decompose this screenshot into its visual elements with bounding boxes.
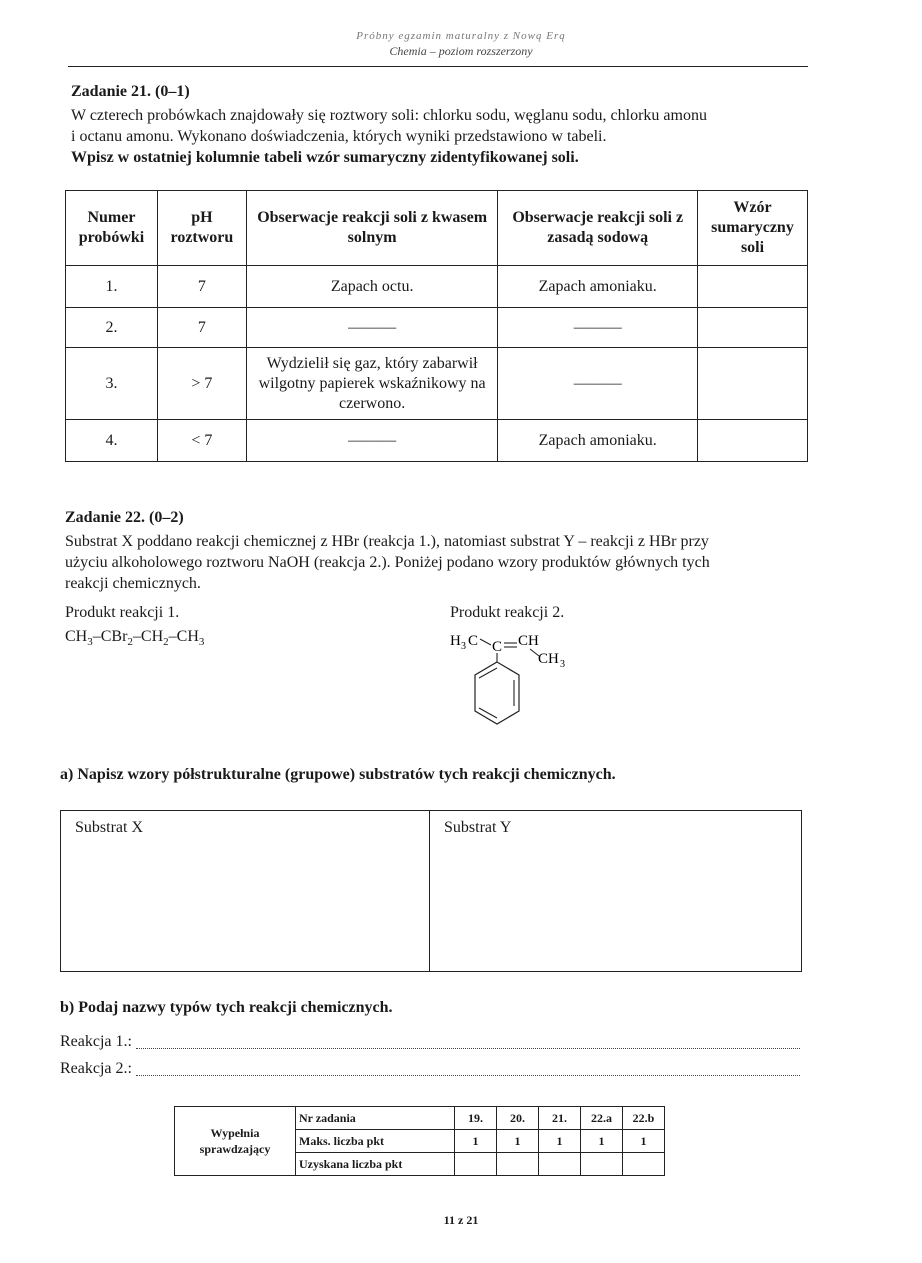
max-points: 1 <box>497 1130 539 1153</box>
page-number: 11 z 21 <box>443 1213 479 1227</box>
substrate-x-label: Substrat X <box>75 819 143 836</box>
task21-instruction: Wpisz w ostatniej kolumnie tabeli wzór sumaryczny zidentyfikowanej soli. <box>71 149 579 166</box>
table-row <box>66 348 808 420</box>
row-label: Maks. liczba pkt <box>296 1130 455 1153</box>
cell-formula-answer[interactable] <box>698 420 808 462</box>
task21-title: Zadanie 21. (0–1) <box>71 83 190 100</box>
substrate-y-label: Substrat Y <box>444 819 512 836</box>
obtained-points[interactable] <box>581 1153 623 1176</box>
cell-acid: ——— <box>246 420 498 462</box>
product2-structure <box>450 628 610 743</box>
task22-title: Zadanie 22. (0–2) <box>65 509 184 526</box>
grader-label: Wypełnia sprawdzający <box>175 1107 296 1176</box>
max-points: 1 <box>539 1130 581 1153</box>
task22-line1: Substrat X poddano reakcji chemicznej z HBr (reakcja 1.), natomiast substrat Y – reakcji z HBr przy <box>65 533 709 550</box>
cell-num: 3. <box>66 348 158 420</box>
table-header-row <box>66 191 808 266</box>
task22-line2: użyciu alkoholowego roztworu NaOH (reakcja 2.). Poniżej podano wzory produktów głównych tych <box>65 554 710 571</box>
cell-formula-answer[interactable] <box>698 308 808 348</box>
reaction2-label: Reakcja 2.: <box>60 1060 132 1077</box>
task21-table <box>65 190 808 462</box>
subject-header: Chemia – poziom rozszerzony <box>389 44 533 58</box>
max-points: 1 <box>623 1130 665 1153</box>
svg-text:3: 3 <box>560 659 565 670</box>
cell-acid: Zapach octu. <box>246 266 498 308</box>
task-number: 19. <box>455 1107 497 1130</box>
cell-base: ——— <box>498 348 698 420</box>
header-rule <box>68 66 808 67</box>
cell-formula-answer[interactable] <box>698 266 808 308</box>
cell-ph: > 7 <box>157 348 246 420</box>
obtained-points[interactable] <box>497 1153 539 1176</box>
task-number: 21. <box>539 1107 581 1130</box>
table-row <box>66 420 808 462</box>
svg-text:H: H <box>450 633 461 649</box>
product1-formula: $CH_3-CBr_2-CH_2-CH_3$ <box>65 628 205 649</box>
row-label: Nr zadania <box>296 1107 455 1130</box>
cell-num: 1. <box>66 266 158 308</box>
part-a-instruction: a) Napisz wzory półstrukturalne (grupowe) substratów tych reakcji chemicznych. <box>60 766 616 783</box>
max-points: 1 <box>581 1130 623 1153</box>
table-row <box>66 266 808 308</box>
cell-acid: ——— <box>246 308 498 348</box>
cell-ph: 7 <box>157 266 246 308</box>
product2-structure-diagram <box>450 628 610 743</box>
header-cell: Obserwacje reakcji soli z kwasem solnym <box>246 191 498 266</box>
task21-line1: W czterech probówkach znajdowały się roztwory soli: chlorku sodu, węglanu sodu, chlorku amonu <box>71 107 707 124</box>
obtained-points[interactable] <box>455 1153 497 1176</box>
scoring-table <box>174 1106 665 1176</box>
cell-base: Zapach amoniaku. <box>498 420 698 462</box>
svg-text:CH: CH <box>518 633 539 649</box>
task-number: 22.b <box>623 1107 665 1130</box>
obtained-points[interactable] <box>539 1153 581 1176</box>
table-row <box>66 308 808 348</box>
svg-text:C: C <box>468 633 479 649</box>
cell-base: ——— <box>498 308 698 348</box>
cell-formula-answer[interactable] <box>698 348 808 420</box>
header-cell: Numer probówki <box>66 191 158 266</box>
cell-ph: 7 <box>157 308 246 348</box>
cell-acid: Wydzielił się gaz, który zabarwił wilgotny papierek wskaźnikowy na czerwono. <box>246 348 498 420</box>
substrate-x-field[interactable] <box>61 811 430 971</box>
max-points: 1 <box>455 1130 497 1153</box>
header-cell: pH roztworu <box>157 191 246 266</box>
product1-label: Produkt reakcji 1. <box>65 604 180 621</box>
reaction1-answer-line[interactable] <box>136 1048 800 1049</box>
substrates-answer-box <box>60 810 802 972</box>
cell-num: 2. <box>66 308 158 348</box>
part-b-instruction: b) Podaj nazwy typów tych reakcji chemicznych. <box>60 999 393 1016</box>
reaction2-answer-line[interactable] <box>136 1075 800 1076</box>
exam-header: Próbny egzamin maturalny z Nową Erą <box>356 30 566 42</box>
header-cell: Wzór sumaryczny soli <box>698 191 808 266</box>
svg-text:C: C <box>492 639 503 655</box>
cell-ph: < 7 <box>157 420 246 462</box>
header-cell: Obserwacje reakcji soli z zasadą sodową <box>498 191 698 266</box>
task22-line3: reakcji chemicznych. <box>65 575 201 592</box>
reaction1-label: Reakcja 1.: <box>60 1033 132 1050</box>
cell-base: Zapach amoniaku. <box>498 266 698 308</box>
svg-text:CH: CH <box>538 651 559 667</box>
task-number: 20. <box>497 1107 539 1130</box>
task-number: 22.a <box>581 1107 623 1130</box>
product2-label: Produkt reakcji 2. <box>450 604 565 621</box>
cell-num: 4. <box>66 420 158 462</box>
substrate-y-field[interactable] <box>430 811 801 971</box>
svg-text:3: 3 <box>461 641 466 652</box>
row-label: Uzyskana liczba pkt <box>296 1153 455 1176</box>
task21-line2: i octanu amonu. Wykonano doświadczenia, których wyniki przedstawiono w tabeli. <box>71 128 607 145</box>
obtained-points[interactable] <box>623 1153 665 1176</box>
